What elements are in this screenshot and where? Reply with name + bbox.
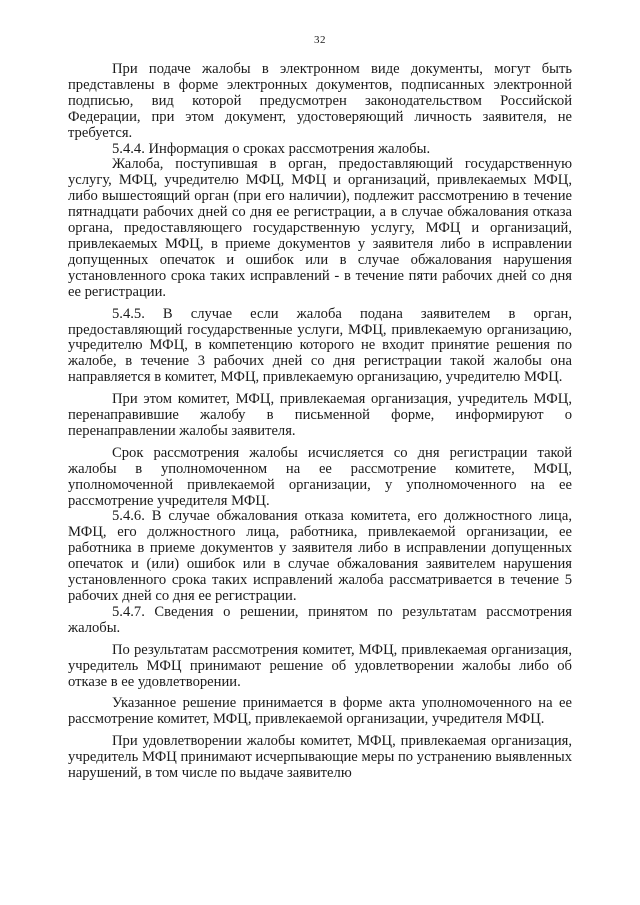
document-body <box>68 62 572 782</box>
paragraph-electronic-documents: При подаче жалобы в электронном виде документы, могут быть представлены в форме электронных документов, подписанных электронной подписью, вид которой предусмотрен законодательством Российской Федерации, при этом документ, удостоверяющий личность заявителя, не требуется. <box>68 61 572 141</box>
paragraph-satisfaction-measures: При удовлетворении жалобы комитет, МФЦ, привлекаемая организация, учредитель МФЦ принимают исчерпывающие меры по устранению выявленных нарушений, в том числе по выдаче заявителю <box>68 733 572 782</box>
paragraph-redirect-notice: При этом комитет, МФЦ, привлекаемая организация, учредитель МФЦ, перенаправившие жалобу в письменной форме, информируют о перенаправлении жалобы заявителя. <box>68 391 572 439</box>
paragraph-decision-form: Указанное решение принимается в форме акта уполномоченного на ее рассмотрение комитет, МФЦ, привлекаемой организации, учредителя МФЦ. <box>68 695 572 728</box>
paragraph-term-calculation: Срок рассмотрения жалобы исчисляется со дня регистрации такой жалобы в уполномоченном на ее рассмотрение комитете, МФЦ, уполномоченной привлекаемой организации, у уполномоченного на ее рассмотрение учредителя МФЦ. <box>68 444 572 509</box>
paragraph-review-term: Жалоба, поступившая в орган, предоставляющий государственную услугу, МФЦ, учредителю МФЦ, МФЦ и организаций, привлекаемых МФЦ, либо вышестоящий орган (при его наличии), подлежит рассмотрению в течение пятнадцати рабочих дней со дня ее регистрации, а в случае обжалования отказа органа, предоставляющего государственную услугу, МФЦ и организаций, привлекаемых МФЦ, в приеме документов у заявителя либо в исправлении допущенных опечаток и ошибок или в случае обжалования нарушения установленного срока таких исправлений - в течение пяти рабочих дней со дня ее регистрации. <box>68 156 572 300</box>
section-heading-5-4-4: 5.4.4. Информация о сроках рассмотрения жалобы. <box>112 140 431 157</box>
page-number: 32 <box>314 34 326 46</box>
paragraph-item-5-4-5: 5.4.5. В случае если жалоба подана заявителем в орган, предоставляющий государственные услуги, МФЦ, привлекаемую организацию, учредителю МФЦ, в компетенцию которого не входит принятие решения по жалобе, в течение 3 рабочих дней со дня регистрации такой жалобы она направляется в комитет, МФЦ, привлекаемую организацию, учредителю МФЦ. <box>68 305 572 386</box>
paragraph-decision: По результатам рассмотрения комитет, МФЦ, привлекаемая организация, учредитель МФЦ принимают решение об удовлетворении жалобы либо об отказе в ее удовлетворении. <box>68 641 572 690</box>
paragraph-item-5-4-6: 5.4.6. В случае обжалования отказа комитета, его должностного лица, МФЦ, его должностного лица, работника, привлекаемой организации, ее работника в приеме документов у заявителя либо в исправлении допущенных опечаток и (или) ошибок или в случае обжалования заявителем нарушения установленного срока таких исправлений жалоба рассматривается в течение 5 рабочих дней со дня ее регистрации. <box>68 508 572 604</box>
section-heading-5-4-7: 5.4.7. Сведения о решении, принятом по результатам рассмотрения жалобы. <box>68 603 572 636</box>
